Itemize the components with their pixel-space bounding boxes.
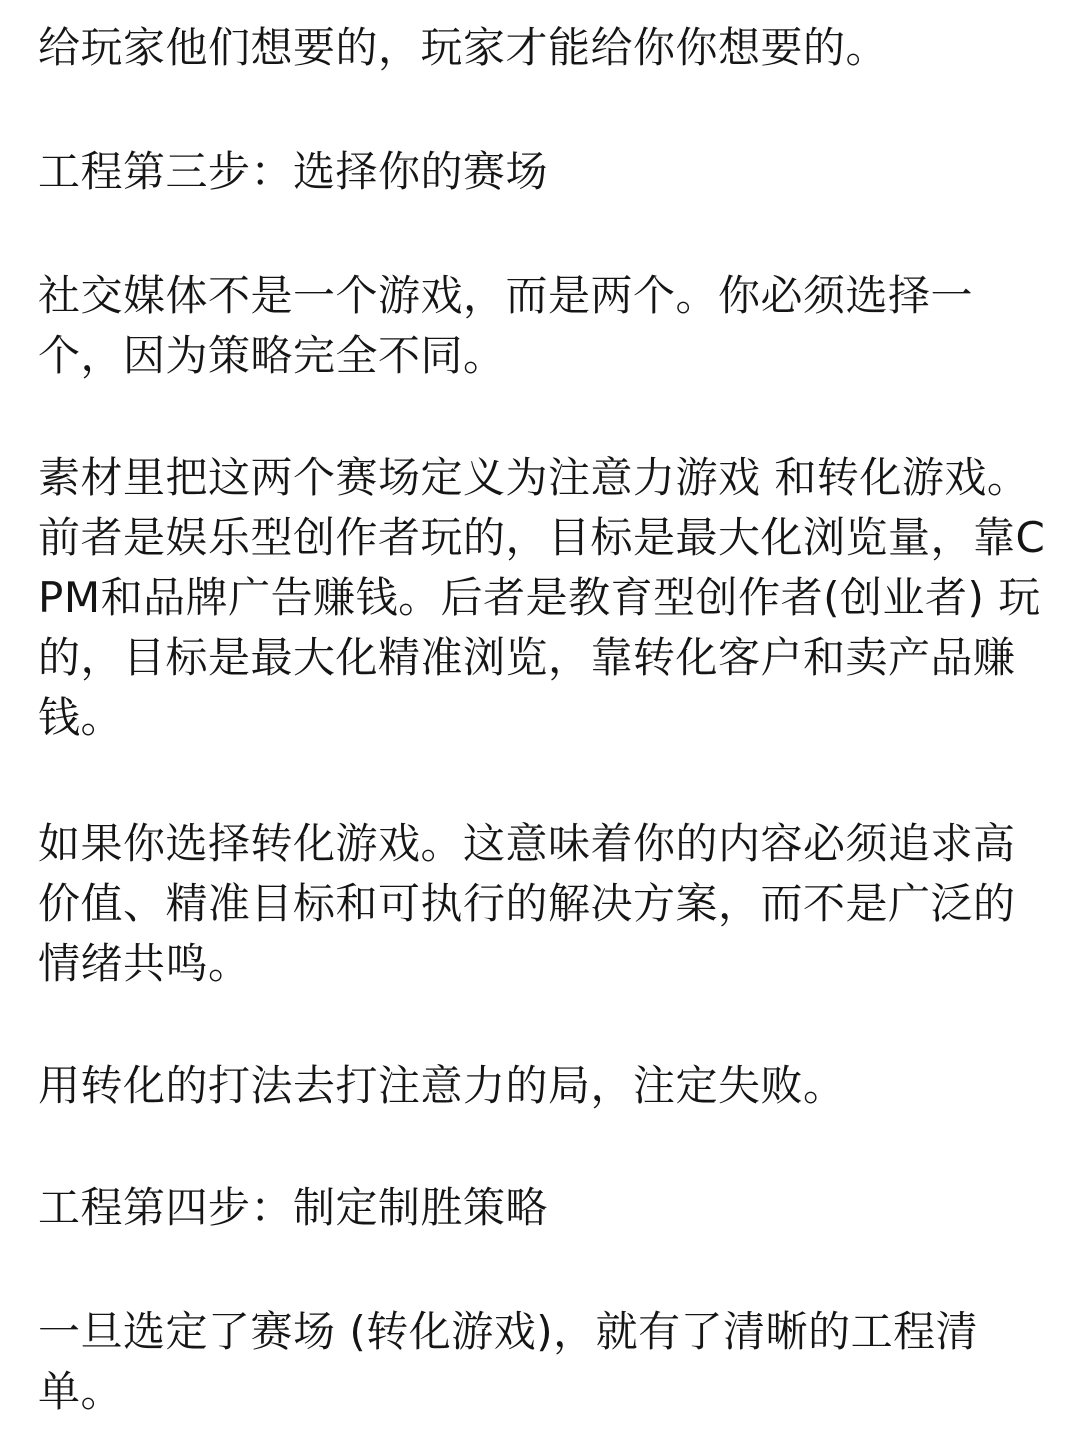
heading-step-four: 工程第四步：制定制胜策略 <box>38 1183 549 1232</box>
paragraph-two-games: 社交媒体不是一个游戏，而是两个。你必须选择一个，因为策略完全不同。 <box>38 271 974 380</box>
paragraph-checklist: 一旦选定了赛场 (转化游戏)，就有了清晰的工程清单。 <box>38 1307 979 1416</box>
heading-step-three: 工程第三步：选择你的赛场 <box>38 147 549 196</box>
paragraph-game-definitions: 素材里把这两个赛场定义为注意力游戏 和转化游戏。前者是娱乐型创作者玩的，目标是最大化浏览量，靠CPM和品牌广告赚钱。后者是教育型创作者(创业者) 玩的，目标是最大化精准浏览，靠转化客户和卖产品赚钱。 <box>38 453 1046 742</box>
paragraph-intro: 给玩家他们想要的，玩家才能给你你想要的。 <box>38 23 889 72</box>
paragraph-conversion-game: 如果你选择转化游戏。这意味着你的内容必须追求高价值、精准目标和可执行的解决方案，而不是广泛的情绪共鸣。 <box>38 819 1016 988</box>
paragraph-warning: 用转化的打法去打注意力的局，注定失败。 <box>38 1061 846 1110</box>
